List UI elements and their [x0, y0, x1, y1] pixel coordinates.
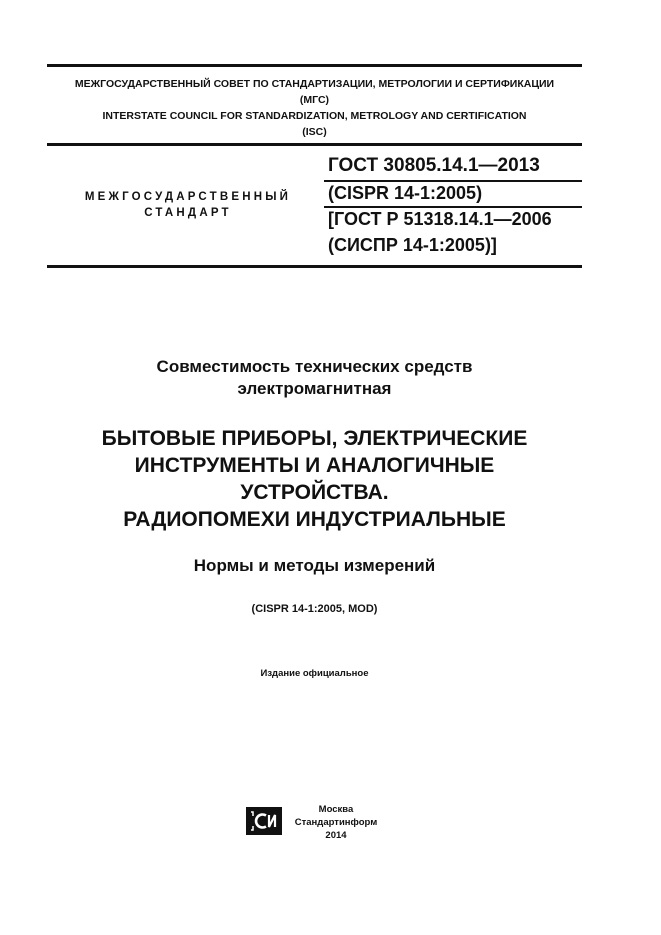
- header-divider: [47, 143, 582, 146]
- council-header: [47, 76, 582, 140]
- council-abbr-ru: (МГС): [299, 94, 330, 106]
- title-line: РАДИОПОМЕХИ ИНДУСТРИАЛЬНЫЕ: [123, 508, 506, 531]
- imprint-publisher: Стандартинформ: [294, 817, 378, 828]
- top-rule: [47, 64, 582, 67]
- designation-divider: [47, 265, 582, 268]
- equivalence-note: (CISPR 14-1:2005, MOD): [251, 603, 378, 615]
- norms-subtitle: Нормы и методы измерений: [193, 556, 436, 575]
- council-name-ru: МЕЖГОСУДАРСТВЕННЫЙ СОВЕТ ПО СТАНДАРТИЗАЦИИ, МЕТРОЛОГИИ И СЕРТИФИКАЦИИ: [74, 78, 555, 90]
- designation-underline: [324, 180, 582, 182]
- standard-designation: ГОСТ 30805.14.1—2013: [328, 155, 540, 176]
- standard-kind-line2: СТАНДАРТ: [144, 207, 232, 219]
- title-line: ИНСТРУМЕНТЫ И АНАЛОГИЧНЫЕ: [134, 454, 495, 477]
- document-title: [47, 425, 582, 533]
- standartinform-logo-icon: [246, 807, 282, 835]
- national-cispr-ref: (СИСПР 14-1:2005)]: [328, 235, 497, 255]
- title-line: УСТРОЙСТВА.: [240, 481, 389, 504]
- document-subtitle: [47, 356, 582, 400]
- title-line: БЫТОВЫЕ ПРИБОРЫ, ЭЛЕКТРИЧЕСКИЕ: [101, 427, 528, 450]
- imprint-city: Москва: [318, 804, 354, 815]
- subtitle-line: Совместимость технических средств: [156, 357, 473, 376]
- council-name-en: INTERSTATE COUNCIL FOR STANDARDIZATION, METROLOGY AND CERTIFICATION: [102, 110, 527, 122]
- edition-note: Издание официальное: [260, 668, 369, 679]
- imprint-year: 2014: [325, 830, 347, 841]
- national-standard-ref: [ГОСТ Р 51318.14.1—2006: [328, 209, 552, 229]
- standard-kind-line1: МЕЖГОСУДАРСТВЕННЫЙ: [84, 191, 292, 203]
- council-abbr-en: (ISC): [302, 126, 327, 138]
- cispr-underline: [324, 206, 582, 208]
- standard-cispr-ref: (CISPR 14-1:2005): [328, 183, 483, 203]
- subtitle-line: электромагнитная: [237, 379, 392, 398]
- imprint: [291, 803, 381, 842]
